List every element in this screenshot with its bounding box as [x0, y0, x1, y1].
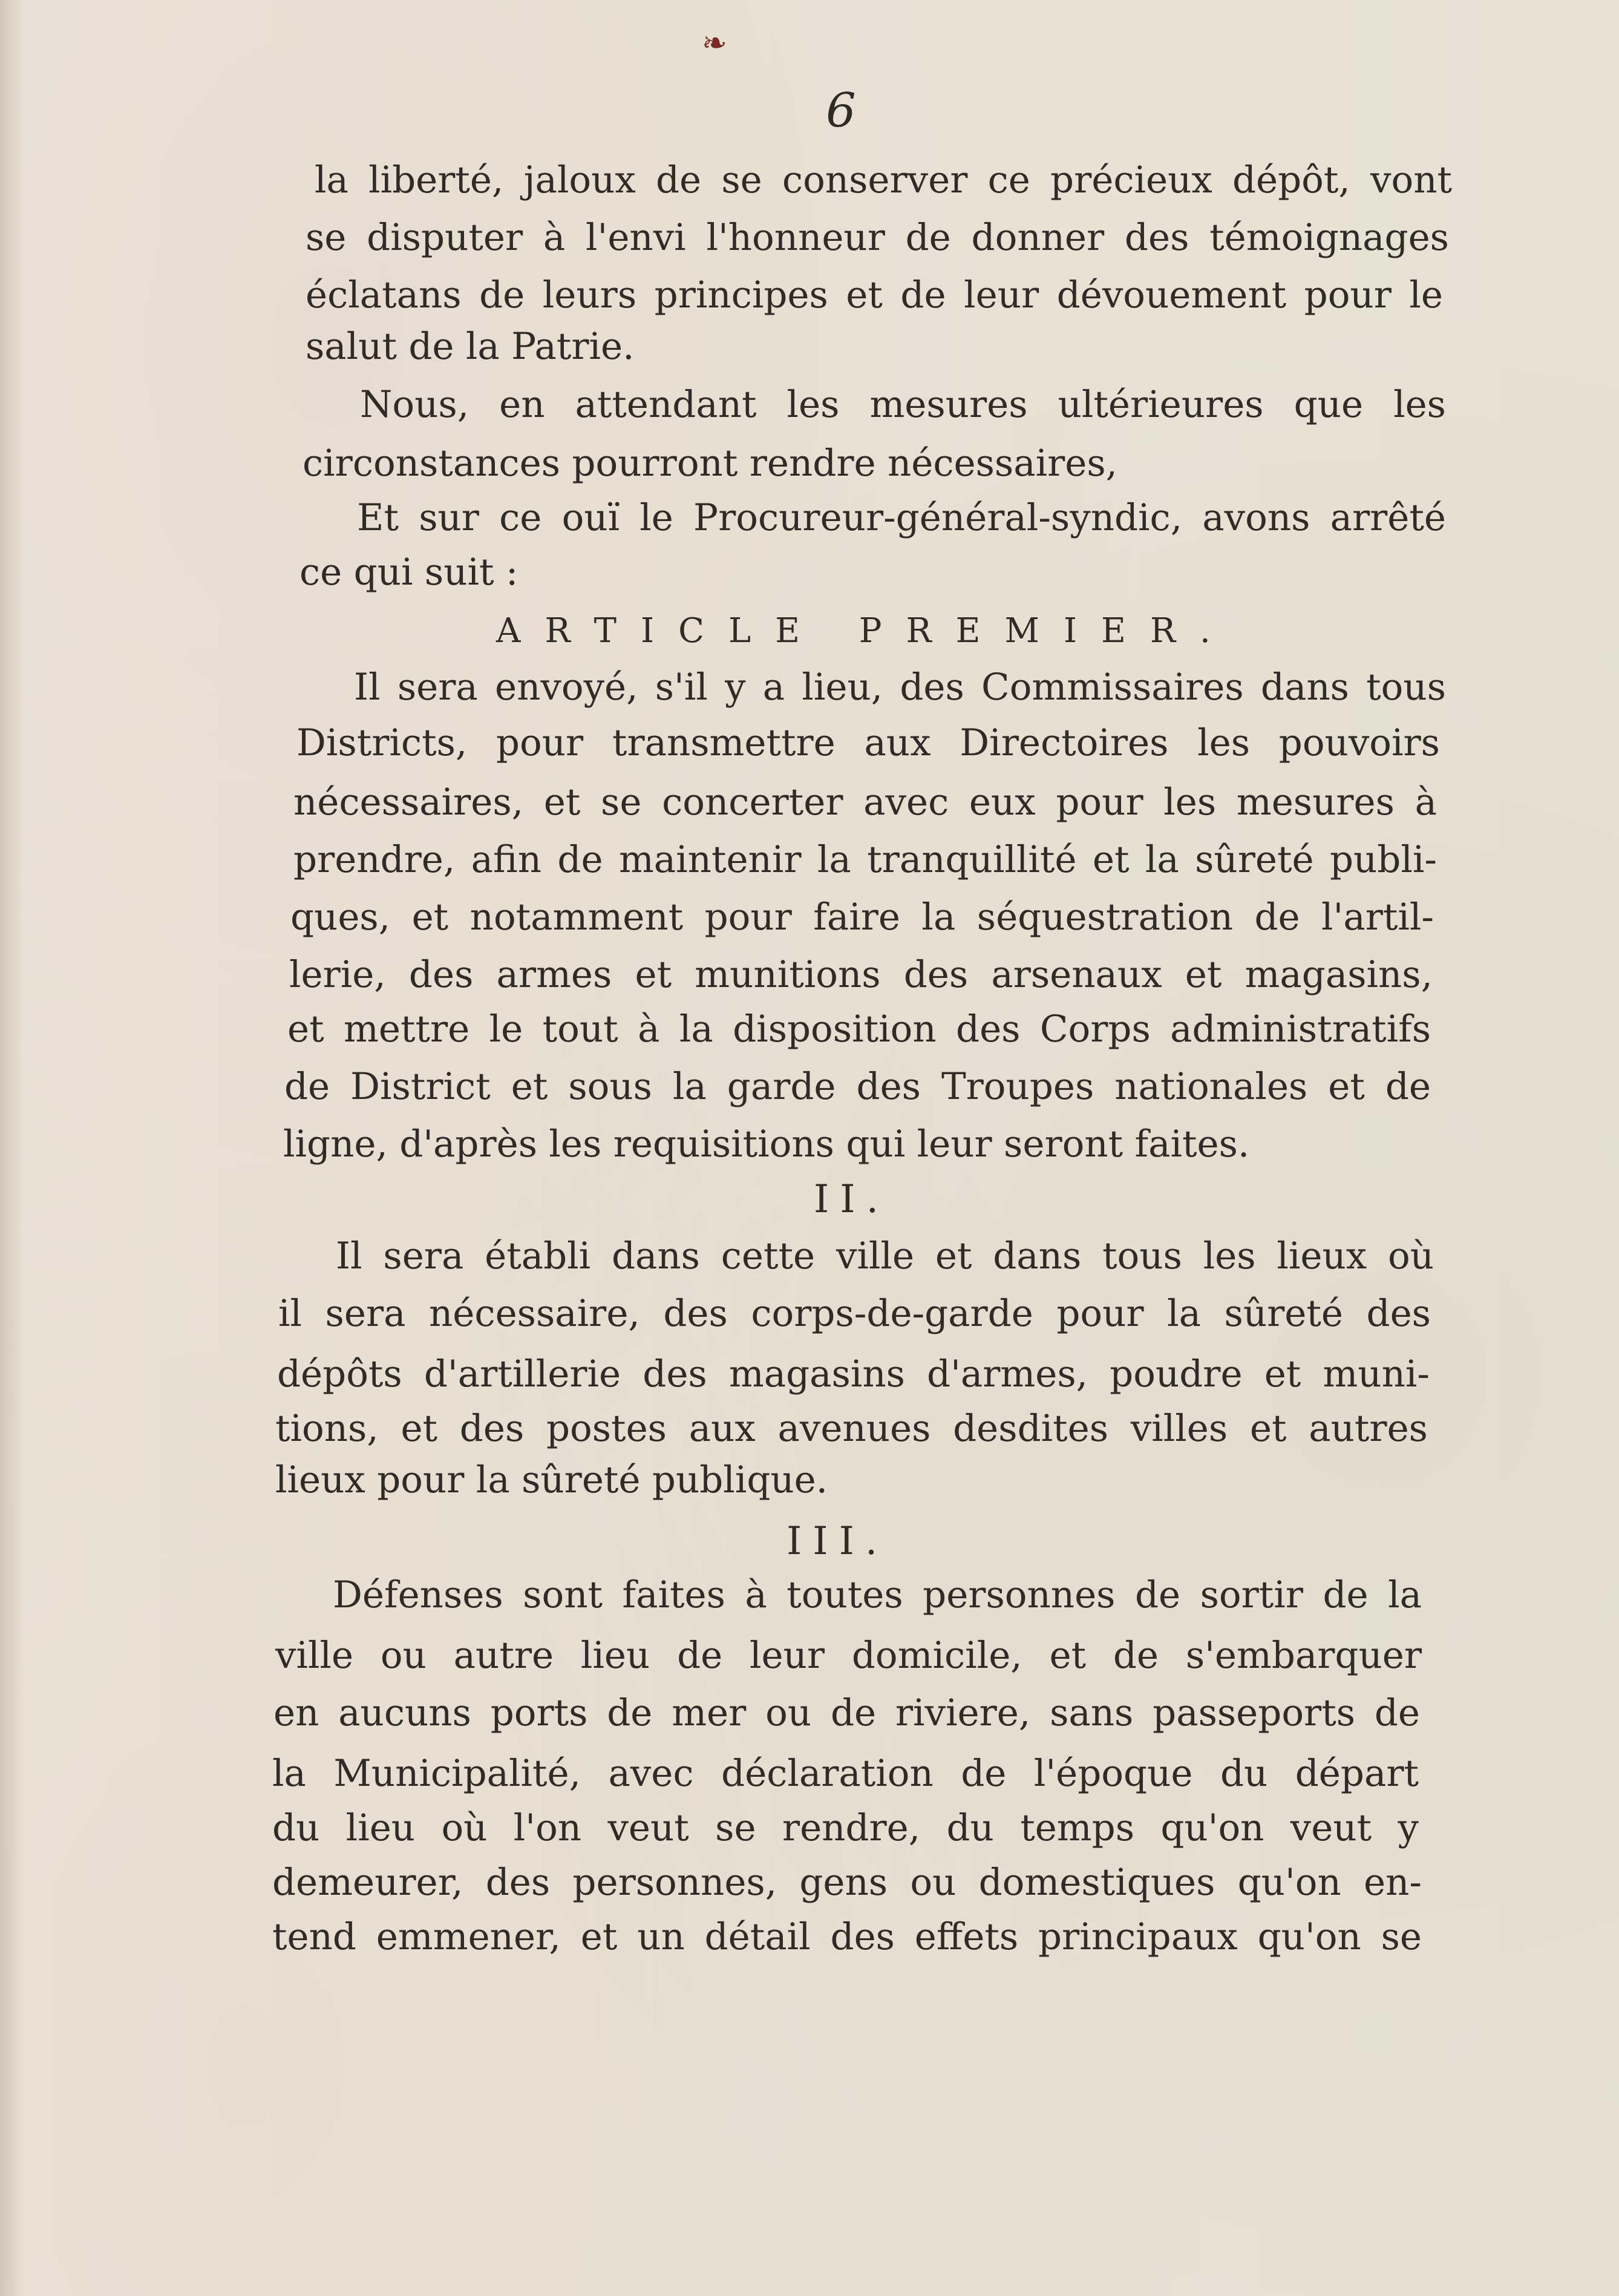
printer-ornament: ❧	[702, 25, 727, 61]
body-line: tions, et des postes aux avenues desdites villes et autres	[275, 1407, 1428, 1450]
article-heading: ARTICLE PREMIER.	[496, 611, 1235, 651]
body-line: lerie, des armes et munitions des arsenaux et magasins,	[289, 953, 1433, 996]
body-line: la liberté, jaloux de se conserver ce précieux dépôt, vont	[315, 159, 1452, 202]
body-line: Nous, en attendant les mesures ultérieures que les	[360, 383, 1446, 426]
body-line: Districts, pour transmettre aux Directoires les pouvoirs	[296, 721, 1440, 764]
body-line: ligne, d'après les requisitions qui leur seront faites.	[283, 1123, 1250, 1166]
body-line: tend emmener, et un détail des effets principaux qu'on se	[272, 1915, 1422, 1958]
body-line: en aucuns ports de mer ou de riviere, sans passeports de	[273, 1691, 1420, 1734]
body-line: dépôts d'artillerie des magasins d'armes, poudre et muni-	[277, 1353, 1430, 1396]
body-line: Il sera établi dans cette ville et dans tous les lieux où	[336, 1235, 1434, 1278]
body-line: Il sera envoyé, s'il y a lieu, des Commissaires dans tous	[354, 666, 1446, 709]
body-line: la Municipalité, avec déclaration de l'époque du départ	[272, 1752, 1419, 1795]
body-line: du lieu où l'on veut se rendre, du temps qu'on veut y	[272, 1806, 1419, 1849]
body-line: et mettre le tout à la disposition des Corps administratifs	[287, 1008, 1431, 1051]
body-line: nécessaires, et se concerter avec eux pour les mesures à	[293, 781, 1437, 824]
article-heading: III.	[787, 1519, 889, 1564]
body-line: ques, et notamment pour faire la séquestration de l'artil-	[290, 896, 1434, 939]
body-line: se disputer à l'envi l'honneur de donner des témoignages	[306, 216, 1449, 259]
body-line: éclatans de leurs principes et de leur dévouement pour le	[306, 274, 1443, 317]
body-line: Et sur ce ouï le Procureur-général-syndic, avons arrêté	[357, 496, 1446, 539]
body-line: Défenses sont faites à toutes personnes de sortir de la	[333, 1573, 1422, 1616]
body-line: circonstances pourront rendre nécessaires,	[303, 442, 1118, 485]
article-heading: II.	[814, 1177, 889, 1222]
body-line: salut de la Patrie.	[306, 325, 635, 368]
binding-shadow	[0, 0, 24, 2296]
body-line: ville ou autre lieu de leur domicile, et de s'embarquer	[275, 1634, 1422, 1677]
body-line: lieux pour la sûreté publique.	[275, 1458, 828, 1501]
body-line: il sera nécessaire, des corps-de-garde pour la sûreté des	[278, 1292, 1431, 1335]
page-number: 6	[826, 84, 856, 138]
body-line: demeurer, des personnes, gens ou domestiques qu'on en-	[272, 1861, 1422, 1904]
body-line: de District et sous la garde des Troupes nationales et de	[284, 1065, 1431, 1108]
body-line: ce qui suit :	[299, 551, 518, 594]
body-line: prendre, afin de maintenir la tranquillité et la sûreté publi-	[293, 838, 1437, 881]
